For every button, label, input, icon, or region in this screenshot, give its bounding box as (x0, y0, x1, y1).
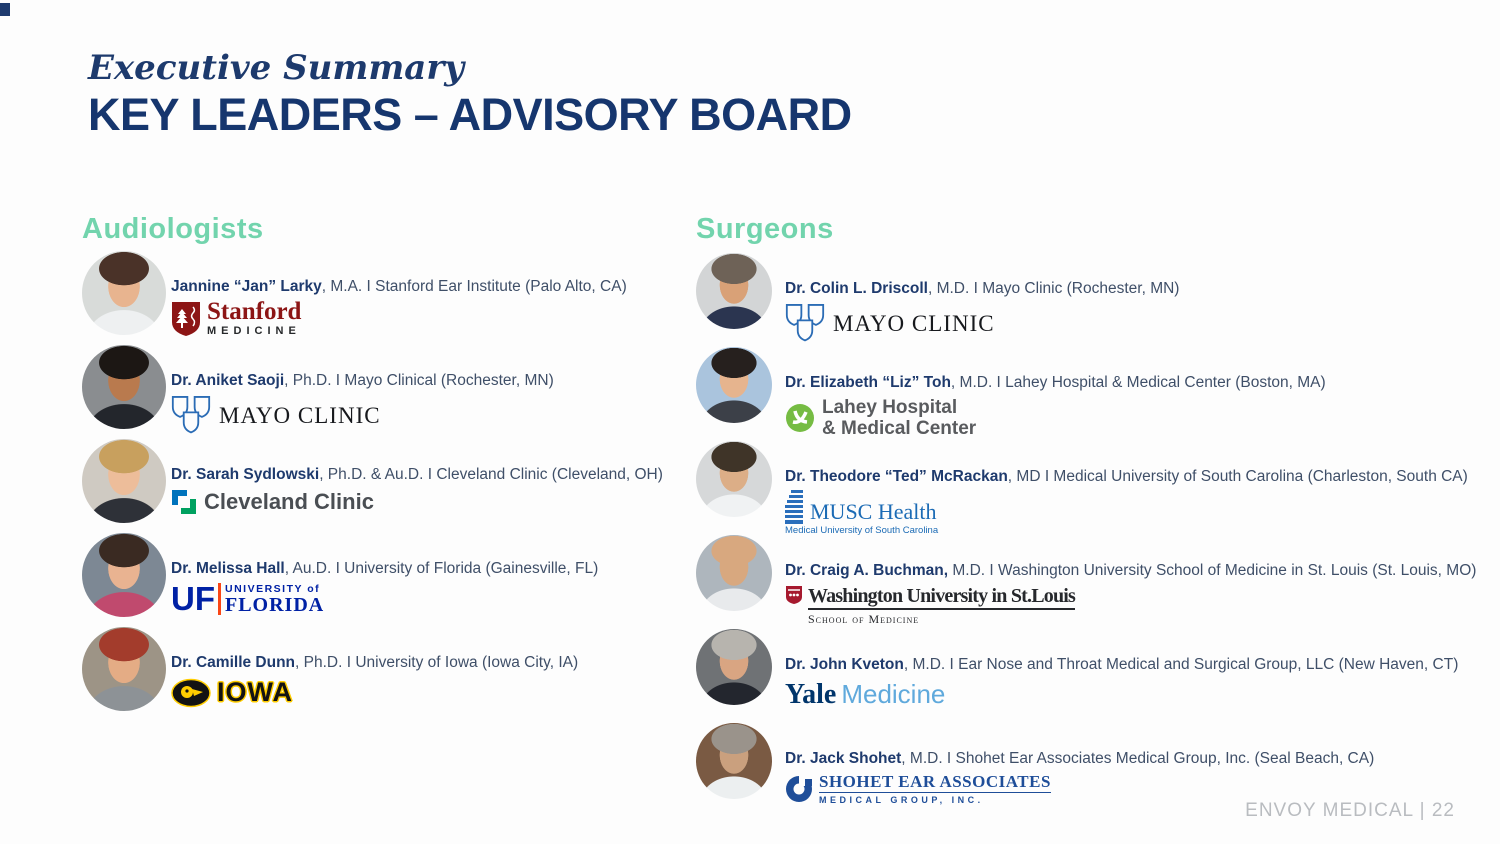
mayo-clinic-logo (785, 303, 1179, 345)
person-detail: , Au.D. I University of Florida (Gainesville, FL) (284, 560, 599, 577)
audiologists-column (82, 212, 682, 721)
person-detail: , M.D. I Shohet Ear Associates Medical Group, Inc. (Seal Beach, CA) (901, 750, 1375, 767)
person-detail: , M.D. I Mayo Clinic (Rochester, MN) (927, 280, 1180, 297)
iowa-hawkeye-icon (171, 678, 213, 708)
person-name: Dr. Craig A. Buchman, (785, 562, 949, 579)
surgeons-rows (696, 251, 1491, 805)
yale-medicine-label: Medicine (841, 679, 946, 709)
washu-text (808, 585, 1075, 627)
uf-orange-bar (218, 583, 221, 615)
person-detail: , M.D. I Lahey Hospital & Medical Center (Boston, MA) (950, 374, 1326, 391)
person-name: Dr. Elizabeth “Liz” Toh (785, 374, 951, 391)
avatar-jannine-larky (82, 251, 166, 335)
mayo-wordmark: MAYO CLINIC (833, 311, 995, 336)
mayo-shields-icon (171, 395, 211, 437)
advisor-info (785, 721, 1374, 805)
surgeons-heading: Surgeons (696, 213, 834, 245)
iowa-logo (171, 677, 578, 708)
advisor-info (785, 439, 1468, 536)
avatar-sarah-sydlowski (82, 439, 166, 523)
advisor-row-theodore-mcrackan (696, 439, 1491, 536)
iowa-wordmark: IOWA (217, 677, 293, 707)
washu-logo (785, 585, 1476, 627)
avatar-aniket-saoji (82, 345, 166, 429)
lahey-text (822, 397, 976, 439)
mayo-clinic-logo (171, 395, 554, 437)
shohet-medical-group: MEDICAL GROUP, INC. (819, 795, 984, 805)
person-detail: M.D. I Washington University School of Medicine in St. Louis (St. Louis, MO) (948, 562, 1477, 579)
avatar-jack-shohet (696, 723, 772, 799)
avatar-elizabeth-toh (696, 347, 772, 423)
advisor-row-sarah-sydlowski (82, 439, 682, 523)
advisor-info (785, 627, 1458, 711)
person-line (785, 561, 1476, 580)
person-detail: , Ph.D. I Mayo Clinical (Rochester, MN) (284, 372, 554, 389)
washu-school-of-medicine: School of Medicine (808, 612, 920, 626)
university-of-florida-logo (171, 580, 598, 617)
person-name: Dr. Jack Shohet (785, 750, 902, 767)
avatar-melissa-hall (82, 533, 166, 617)
lahey-line2: & Medical Center (822, 418, 977, 439)
cleveland-clinic-icon (171, 489, 197, 515)
cleveland-clinic-logo (171, 489, 663, 515)
uf-university-of: UNIVERSITY of (225, 582, 321, 595)
person-name: Jannine “Jan” Larky (171, 278, 322, 295)
uf-monogram: UF (171, 580, 215, 617)
advisor-row-jannine-larky (82, 251, 682, 335)
person-line (171, 277, 627, 296)
washu-crest-icon (785, 585, 803, 605)
yale-wordmark: Yale (785, 679, 837, 710)
yale-medicine-logo (785, 679, 1458, 711)
advisor-row-colin-driscoll (696, 251, 1491, 335)
person-line (785, 279, 1179, 298)
person-name: Dr. Sarah Sydlowski (171, 466, 320, 483)
stanford-medicine-label: MEDICINE (207, 325, 301, 337)
surgeons-column (696, 212, 1491, 815)
advisor-info (171, 627, 578, 708)
advisor-row-aniket-saoji (82, 345, 682, 429)
person-line (171, 371, 554, 390)
advisor-info (785, 533, 1476, 627)
advisor-info (785, 251, 1179, 345)
person-name: Dr. Theodore “Ted” McRackan (785, 468, 1008, 485)
person-line (785, 467, 1468, 486)
audiologists-heading: Audiologists (82, 213, 264, 245)
person-detail: , Ph.D. & Au.D. I Cleveland Clinic (Cleveland, OH) (319, 466, 663, 483)
person-line (171, 653, 578, 672)
person-line (785, 655, 1458, 674)
advisor-info (785, 345, 1326, 439)
mayo-shields-icon (785, 303, 825, 345)
slide-header (88, 50, 852, 139)
avatar-colin-driscoll (696, 253, 772, 329)
washu-wordmark: Washington University in St.Louis (808, 585, 1075, 610)
shohet-wordmark: SHOHET EAR ASSOCIATES (819, 772, 1051, 791)
person-line (785, 749, 1374, 768)
person-line (171, 465, 663, 484)
shohet-ear-icon (785, 774, 813, 804)
person-line (785, 373, 1326, 392)
musc-tagline: Medical University of South Carolina (785, 525, 939, 536)
stanford-shield-icon (171, 301, 201, 337)
avatar-john-kveton (696, 629, 772, 705)
advisor-row-elizabeth-toh (696, 345, 1491, 439)
footer-note: ENVOY MEDICAL | 22 (1245, 800, 1455, 821)
person-name: Dr. John Kveton (785, 656, 904, 673)
person-name: Dr. Aniket Saoji (171, 372, 285, 389)
lahey-hospital-logo (785, 397, 1326, 439)
avatar-theodore-mcrackan (696, 441, 772, 517)
avatar-craig-buchman (696, 535, 772, 611)
person-detail: , M.D. I Ear Nose and Throat Medical and Surgical Group, LLC (New Haven, CT) (903, 656, 1459, 673)
advisor-info (171, 533, 598, 615)
person-detail: , M.A. I Stanford Ear Institute (Palo Alto, CA) (321, 278, 627, 295)
musc-wordmark: MUSC Health (810, 499, 937, 524)
shohet-text (819, 773, 1051, 805)
corner-accent (0, 3, 10, 16)
person-name: Dr. Melissa Hall (171, 560, 285, 577)
uf-text (225, 584, 324, 615)
lahey-leaf-icon (785, 403, 815, 433)
page-title: KEY LEADERS – ADVISORY BOARD (88, 89, 852, 141)
eyebrow-title: Executive Summary (88, 48, 465, 88)
advisor-row-camille-dunn (82, 627, 682, 711)
stanford-medicine-logo (171, 298, 627, 337)
stanford-text (207, 298, 302, 337)
person-detail: , Ph.D. I University of Iowa (Iowa City, IA) (295, 654, 579, 671)
advisor-info (171, 439, 663, 515)
advisor-row-jack-shohet (696, 721, 1491, 805)
advisor-info (171, 251, 627, 337)
audiologists-rows (82, 251, 682, 711)
musc-health-logo (785, 490, 1468, 536)
stanford-wordmark: Stanford (207, 298, 302, 325)
person-name: Dr. Camille Dunn (171, 654, 296, 671)
cleveland-wordmark: Cleveland Clinic (204, 489, 374, 514)
person-line (171, 559, 598, 578)
person-detail: , MD I Medical University of South Carolina (Charleston, South CA) (1007, 468, 1468, 485)
musc-building-icon (785, 490, 805, 524)
advisor-info (171, 345, 554, 437)
advisor-row-melissa-hall (82, 533, 682, 617)
lahey-line1: Lahey Hospital (822, 397, 958, 418)
mayo-wordmark: MAYO CLINIC (219, 403, 381, 428)
uf-florida: FLORIDA (225, 593, 325, 616)
advisor-row-craig-buchman (696, 533, 1491, 626)
advisor-row-john-kveton (696, 627, 1491, 711)
musc-top (785, 490, 1468, 524)
avatar-camille-dunn (82, 627, 166, 711)
person-name: Dr. Colin L. Driscoll (785, 280, 928, 297)
